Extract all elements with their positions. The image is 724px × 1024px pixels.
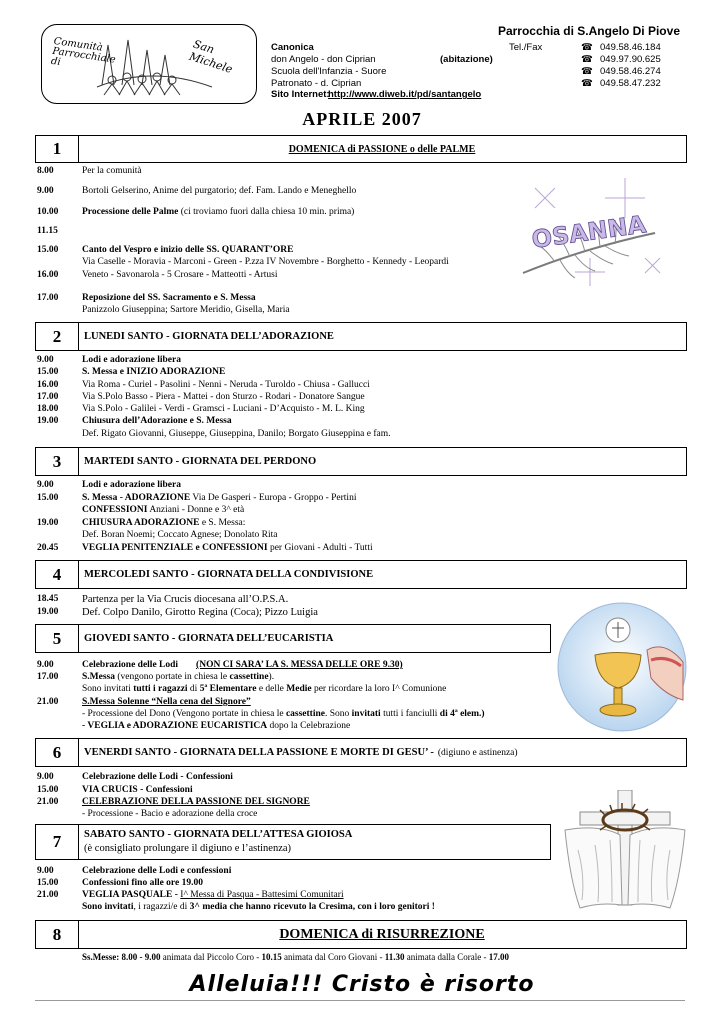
phone-number: 049.58.46.184 <box>600 42 661 53</box>
abitazione-label: (abitazione) <box>440 54 493 65</box>
page-title: APRILE 2007 <box>302 109 422 129</box>
phone-icon: ☎ <box>581 78 593 89</box>
day-title: MARTEDI SANTO - GIORNATA DEL PERDONO <box>84 456 317 467</box>
day-title: GIOVEDI SANTO - GIORNATA DELL’EUCARISTIA <box>84 633 334 644</box>
chalice-host-icon <box>555 600 689 734</box>
event-text: - Processione - Bacio e adorazione della croce <box>82 809 258 819</box>
event-text: Def. Boran Noemi; Coccato Agnese; Donolato Rita <box>82 530 278 540</box>
event-text: Via S.Polo Basso - Piera - Mattei - don Sturzo - Rodari - Donatore Sangue <box>82 392 365 402</box>
event-text: Sono invitati, i ragazzi/e di 3^ media che hanno ricevuto la Cresima, con i loro genitori ! <box>82 902 435 912</box>
time-label: 19.00 <box>37 416 59 426</box>
event-text: CELEBRAZIONE DELLA PASSIONE DEL SIGNORE <box>82 797 310 807</box>
day-title: LUNEDI SANTO - GIORNATA DELL’ADORAZIONE <box>84 331 334 342</box>
time-label: 17.00 <box>37 392 59 402</box>
event-text: Panizzolo Giuseppina; Sartore Meridio, Gisella, Maria <box>82 305 290 315</box>
day-title: MERCOLEDI SANTO - GIORNATA DELLA CONDIVISIONE <box>84 569 374 580</box>
event-text: VEGLIA PENITENZIALE e CONFESSIONI per Giovani - Adulti - Tutti <box>82 543 373 553</box>
time-label: 18.45 <box>37 594 59 604</box>
time-label: 15.00 <box>37 493 59 503</box>
time-label: 20.45 <box>37 543 59 553</box>
event-text: Bortoli Gelserino, Anime del purgatorio; def. Fam. Lando e Meneghello <box>82 186 357 196</box>
event-text: Chiusura dell’Adorazione e S. Messa <box>82 416 232 426</box>
event-text: Lodi e adorazione libera <box>82 480 181 490</box>
event-text: Processione delle Palme (ci troviamo fuori dalla chiesa 10 min. prima) <box>82 207 355 217</box>
day-header-7 <box>35 824 551 860</box>
time-label: 11.15 <box>37 226 58 236</box>
day-header-6 <box>35 738 687 767</box>
day-header-8 <box>35 920 687 949</box>
event-text: Per la comunità <box>82 166 142 176</box>
footer-alleluia: Alleluia!!! Cristo è risorto <box>189 972 535 997</box>
event-text: Canto del Vespro e inizio delle SS. QUARANT’ORE <box>82 245 294 255</box>
day-title: DOMENICA di PASSIONE o delle PALME <box>288 143 476 155</box>
time-label: 9.00 <box>37 355 54 365</box>
time-label: 19.00 <box>37 607 59 617</box>
event-text: Lodi e adorazione libera <box>82 355 181 365</box>
day-header-1 <box>35 135 687 163</box>
time-label: 9.00 <box>37 866 54 876</box>
time-label: 15.00 <box>37 367 59 377</box>
day-header-4 <box>35 560 687 589</box>
day-number: 2 <box>36 323 79 350</box>
time-label: 17.00 <box>37 293 59 303</box>
event-text: S. Messa e INIZIO ADORAZIONE <box>82 367 226 377</box>
day-number: 4 <box>36 561 79 588</box>
event-text: VIA CRUCIS - Confessioni <box>82 785 193 795</box>
time-label: 15.00 <box>37 878 59 888</box>
time-label: 15.00 <box>37 785 59 795</box>
event-text: S.Messa Solenne “Nella cena del Signore” <box>82 697 251 707</box>
event-text: CONFESSIONI Anziani - Donne e 3^ età <box>82 505 245 515</box>
priests-label: don Angelo - don Ciprian <box>271 54 376 65</box>
logo-text-comunita: Comunità Parrocchiale di <box>50 35 117 69</box>
event-text: S.Messa (vengono portate in chiesa le cassettine). <box>82 672 275 682</box>
time-label: 9.00 <box>37 480 54 490</box>
palm-osanna-icon <box>515 178 665 288</box>
phone-icon: ☎ <box>581 66 593 77</box>
phone-number: 049.58.47.232 <box>600 78 661 89</box>
time-label: 9.00 <box>37 186 54 196</box>
time-label: 21.00 <box>37 697 59 707</box>
time-label: 17.00 <box>37 672 59 682</box>
site-url-link[interactable]: http://www.diweb.it/pd/santangelo <box>328 89 482 100</box>
event-text: Celebrazione delle Lodi e confessioni <box>82 866 232 876</box>
logo-text-san-michele: San Michele <box>187 37 235 76</box>
phone-icon: ☎ <box>581 54 593 65</box>
day-number: 3 <box>36 448 79 475</box>
event-text: Confessioni fino alle ore 19.00 <box>82 878 203 888</box>
day-note: (è consigliato prolungare il digiuno e l’astinenza) <box>84 843 292 854</box>
day-number: 5 <box>36 625 79 652</box>
day-header-5 <box>35 624 551 653</box>
parish-logo <box>41 24 257 104</box>
patronato-label: Patronato - d. Ciprian <box>271 78 362 89</box>
day-header-3 <box>35 447 687 476</box>
event-text: Via S.Polo - Galilei - Verdi - Gramsci - Luciani - D’Acquisto - M. L. King <box>82 404 365 414</box>
event-text: - VEGLIA e ADORAZIONE EUCARISTICA dopo la Celebrazione <box>82 721 351 731</box>
parish-name: Parrocchia di S.Angelo Di Piove <box>497 24 680 38</box>
time-label: 21.00 <box>37 890 59 900</box>
event-text: Def. Colpo Danilo, Girotto Regina (Coca); Pizzo Luigia <box>82 607 318 618</box>
day-title: DOMENICA di RISURREZIONE <box>279 926 485 942</box>
day-title: VENERDI SANTO - GIORNATA DELLA PASSIONE E MORTE DI GESU’ - (digiuno e astinenza) <box>84 747 518 758</box>
day-header-2 <box>35 322 687 351</box>
time-label: 21.00 <box>37 797 59 807</box>
event-text: Partenza per la Via Crucis diocesana all’O.P.S.A. <box>82 594 289 605</box>
time-label: 18.00 <box>37 404 59 414</box>
event-text: S. Messa - ADORAZIONE Via De Gasperi - Europa - Groppo - Pertini <box>82 493 357 503</box>
day-title: SABATO SANTO - GIORNATA DELL’ATTESA GIOIOSA <box>84 829 353 840</box>
phone-number: 049.58.46.274 <box>600 66 661 77</box>
masses-line: Ss.Messe: 8.00 - 9.00 animata dal Piccolo Coro - 10.15 animata dal Coro Giovani - 11.30 animata dalla Corale - 17.00 <box>82 952 509 962</box>
event-text: Celebrazione delle Lodi - Confessioni <box>82 772 233 782</box>
event-text: Def. Rigato Giovanni, Giuseppe, Giuseppina, Danilo; Borgato Giuseppina e fam. <box>82 429 391 439</box>
day-number: 6 <box>36 739 79 766</box>
time-label: 10.00 <box>37 207 59 217</box>
time-label: 9.00 <box>37 772 54 782</box>
event-text: Celebrazione delle Lodi (NON CI SARA’ LA S. MESSA DELLE ORE 9.30) <box>82 660 403 670</box>
event-text: Via Roma - Curiel - Pasolini - Nenni - Neruda - Turoldo - Chiusa - Gallucci <box>82 380 370 390</box>
time-label: 16.00 <box>37 380 59 390</box>
canonica-label: Canonica <box>271 42 314 53</box>
time-label: 8.00 <box>37 166 54 176</box>
telfax-label: Tel./Fax <box>509 42 543 53</box>
time-label: 15.00 <box>37 245 59 255</box>
event-text: Reposizione del SS. Sacramento e S. Messa <box>82 293 256 303</box>
school-label: Scuola dell'Infanzia - Suore <box>271 66 387 77</box>
event-text: CHIUSURA ADORAZIONE e S. Messa: <box>82 518 246 528</box>
time-label: 9.00 <box>37 660 54 670</box>
event-text: Veneto - Savonarola - 5 Crosare - Matteotti - Artusi <box>82 270 278 280</box>
phone-number: 049.97.90.625 <box>600 54 661 65</box>
event-text: Sono invitati tutti i ragazzi di 5ª Elementare e delle Medie per ricordare la loro I^ Comunione <box>82 684 447 694</box>
day-number: 7 <box>36 825 79 859</box>
phone-icon: ☎ <box>581 42 593 53</box>
time-label: 19.00 <box>37 518 59 528</box>
footer-divider <box>35 1000 685 1001</box>
event-text: - Processione del Dono (Vengono portate in chiesa le cassettine. Sono invitati tutti i fanciulli di 4ª elem.) <box>82 709 485 719</box>
event-text: Via Caselle - Moravia - Marconi - Green - P.zza IV Novembre - Borghetto - Kennedy - Leopardi <box>82 257 449 267</box>
site-label: Sito Internet: <box>271 89 330 100</box>
event-text: VEGLIA PASQUALE - I^ Messa di Pasqua - Battesimi Comunitari <box>82 890 344 900</box>
day-number: 1 <box>36 136 79 162</box>
crown-of-thorns-cross-icon <box>560 790 690 910</box>
time-label: 16.00 <box>37 270 59 280</box>
day-number: 8 <box>36 921 79 948</box>
osanna-text: OSANNA <box>529 210 648 254</box>
